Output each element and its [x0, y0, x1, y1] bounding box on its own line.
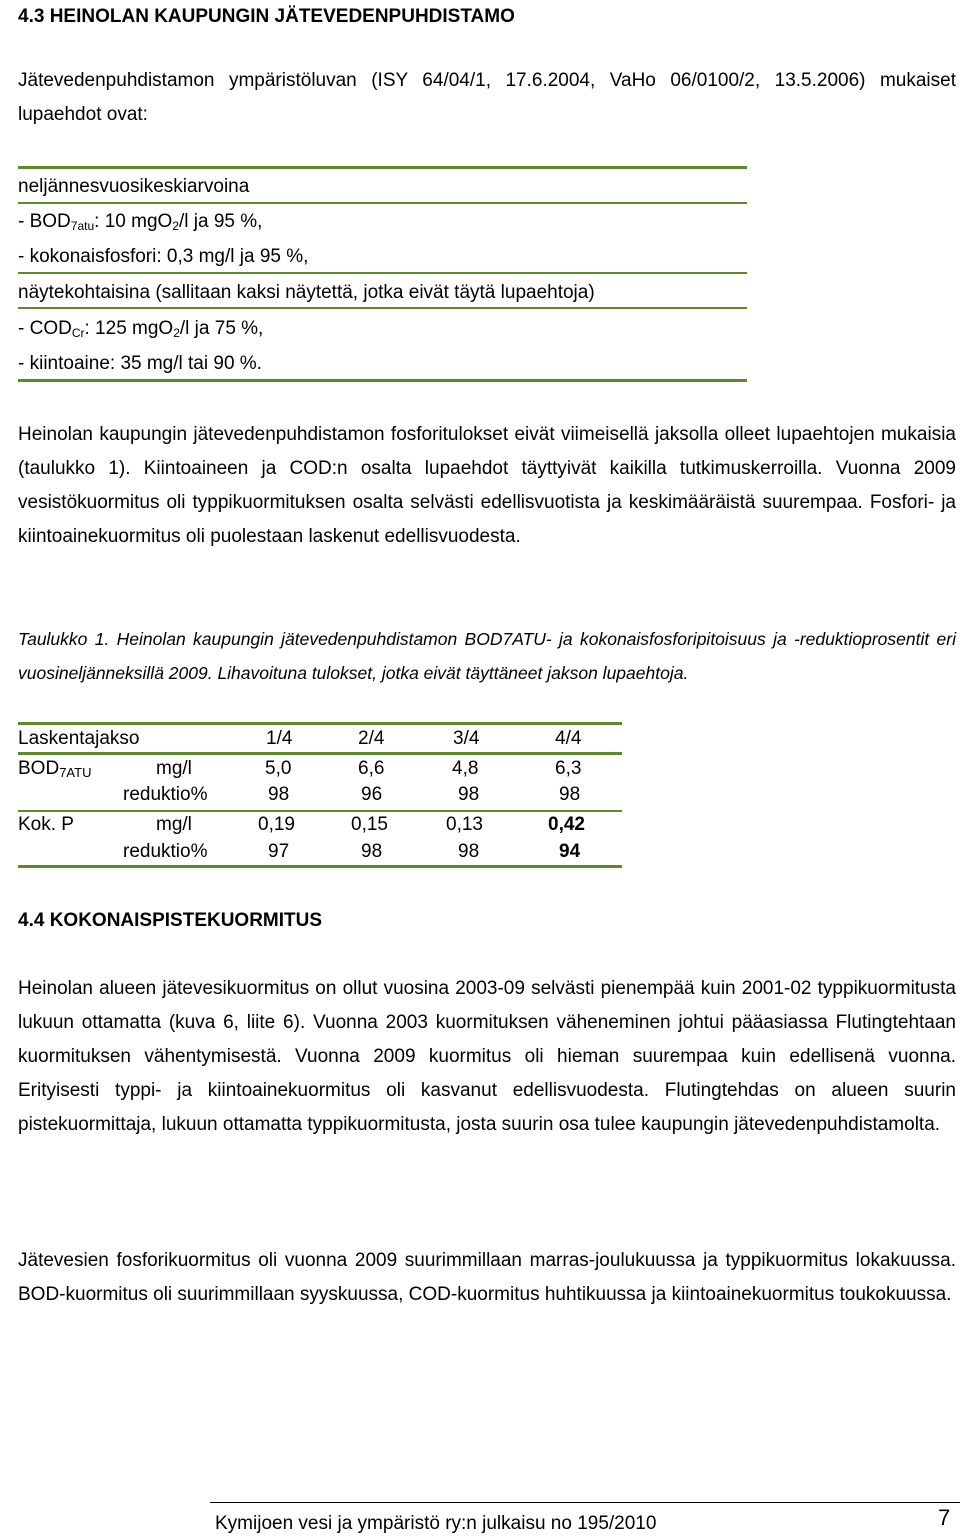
- bod-red-q2: 96: [361, 784, 383, 805]
- bod-red-q1: 98: [268, 784, 290, 805]
- p-unit-mg: mg/l: [156, 814, 192, 835]
- p-mg-q3: 0,13: [446, 814, 483, 835]
- permit-box-top-rule: [18, 166, 747, 169]
- bod-unit-mg: mg/l: [156, 758, 192, 779]
- results-table-body: [18, 758, 622, 868]
- header-period: Laskentajakso: [18, 728, 140, 749]
- bod-row-label: $BOD_{7ATU}$: [18, 758, 92, 780]
- page-number: 7: [938, 1505, 951, 1530]
- table-top-rule: [18, 722, 622, 725]
- permit-box-rule-3: [18, 272, 747, 274]
- p-red-q4: 94: [559, 841, 581, 862]
- bod-mg-q1: 5,0: [265, 758, 292, 779]
- footer-rule: [210, 1502, 960, 1503]
- footer-publication: Kymijoen vesi ja ympäristö ry:n julkaisu no 195/2010: [215, 1513, 657, 1534]
- p-mg-q2: 0,15: [351, 814, 388, 835]
- p-red-q2: 98: [361, 841, 383, 862]
- bod-unit-red: reduktio%: [123, 784, 208, 805]
- bod-red-q3: 98: [458, 784, 480, 805]
- p-unit-red: reduktio%: [123, 841, 208, 862]
- table-caption: Taulukko 1. Heinolan kaupungin jätevedenpuhdistamon BOD7ATU- ja kokonaisfosforipitoisuus ja -reduktioprosentit eri vuosineljänneksillä 2009. Lihavoituna tulokset, jotka eivät täyttäneet jakson lupaehtoja.: [18, 629, 956, 683]
- bod-red-q4: 98: [559, 784, 581, 805]
- permit-box-rule-4: [18, 307, 747, 309]
- header-q1: 1/4: [266, 728, 293, 749]
- header-q3: 3/4: [453, 728, 480, 749]
- permit-intro-paragraph: Jätevedenpuhdistamon ympäristöluvan (ISY 64/04/1, 17.6.2004, VaHo 06/0100/2, 13.5.2006) mukaiset lupaehdot ovat:: [18, 70, 956, 125]
- header-q2: 2/4: [358, 728, 385, 749]
- solids-permit-line: - kiintoaine: 35 mg/l tai 90 %.: [18, 353, 262, 374]
- table-header-rule: [18, 752, 622, 755]
- p-red-q3: 98: [458, 841, 480, 862]
- permit-box-rule-2: [18, 202, 747, 204]
- section-heading-4-4: 4.4 KOKONAISPISTEKUORMITUS: [18, 910, 323, 931]
- cod-permit-line: - $COD_{Cr}$: 125 mgO$_2$/l ja 75 %,: [18, 318, 264, 340]
- bod-mg-q4: 6,3: [555, 758, 582, 779]
- point-load-paragraph-1: Heinolan alueen jätevesikuormitus on ollut vuosina 2003-09 selvästi pienempää kuin 2001-02 typpikuormitusta lukuun ottamatta (kuva 6, liite 6). Vuonna 2003 kuormituksen väheneminen johtui pääasiassa Flutingtehtaan kuormituksen vähentymisestä. Vuonna 2009 kuormitus oli hieman suurempaa kuin edellisenä vuonna. Erityisesti typpi- ja kiintoainekuormitus oli kasvanut edellisvuodesta. Flutingtehdas on alueen suurin pistekuormittaja, lukuun ottamatta typpikuormitusta, josta suurin osa tulee kaupungin jätevedenpuhdistamolta.: [18, 978, 956, 1135]
- sample-heading: näytekohtaisina (sallitaan kaksi näytettä, jotka eivät täytä lupaehtoja): [18, 282, 595, 303]
- phosphorus-results-paragraph: Heinolan kaupungin jätevedenpuhdistamon fosforitulokset eivät viimeisellä jaksolla olleet lupaehtojen mukaisia (taulukko 1). Kiintoaineen ja COD:n osalta lupaehdot täyttyivät kaikilla tutkimuskerroilla. Vuonna 2009 vesistökuormitus oli typpikuormituksen osalta selvästi edellisvuotista ja keskimääräistä suurempaa. Fosfori- ja kiintoainekuormitus oli puolestaan laskenut edellisvuodesta.: [18, 424, 956, 547]
- quarterly-heading: neljännesvuosikeskiarvoina: [18, 176, 250, 197]
- bod-mg-q2: 6,6: [358, 758, 385, 779]
- point-load-paragraph-2: Jätevesien fosforikuormitus oli vuonna 2009 suurimmillaan marras-joulukuussa ja typpikuormitus lokakuussa. BOD-kuormitus oli suurimmillaan syyskuussa, COD-kuormitus huhtikuussa ja kiintoainekuormitus toukokuussa.: [18, 1250, 956, 1305]
- table-bottom-rule: [18, 865, 622, 868]
- table-mid-rule: [18, 810, 622, 812]
- section-heading-4-3: 4.3 HEINOLAN KAUPUNGIN JÄTEVEDENPUHDISTAMO: [18, 6, 515, 27]
- p-red-q1: 97: [268, 841, 290, 862]
- phosphorus-permit-line: - kokonaisfosfori: 0,3 mg/l ja 95 %,: [18, 246, 309, 267]
- permit-box-bottom-rule: [18, 379, 747, 382]
- p-mg-q4: 0,42: [548, 814, 585, 835]
- bod-permit-line: - $BOD_{7atu}$: 10 mgO$_2$/l ja 95 %,: [18, 211, 263, 233]
- header-q4: 4/4: [555, 728, 582, 749]
- bod-mg-q3: 4,8: [452, 758, 479, 779]
- p-row-label: Kok. P: [18, 814, 74, 835]
- p-mg-q1: 0,19: [258, 814, 295, 835]
